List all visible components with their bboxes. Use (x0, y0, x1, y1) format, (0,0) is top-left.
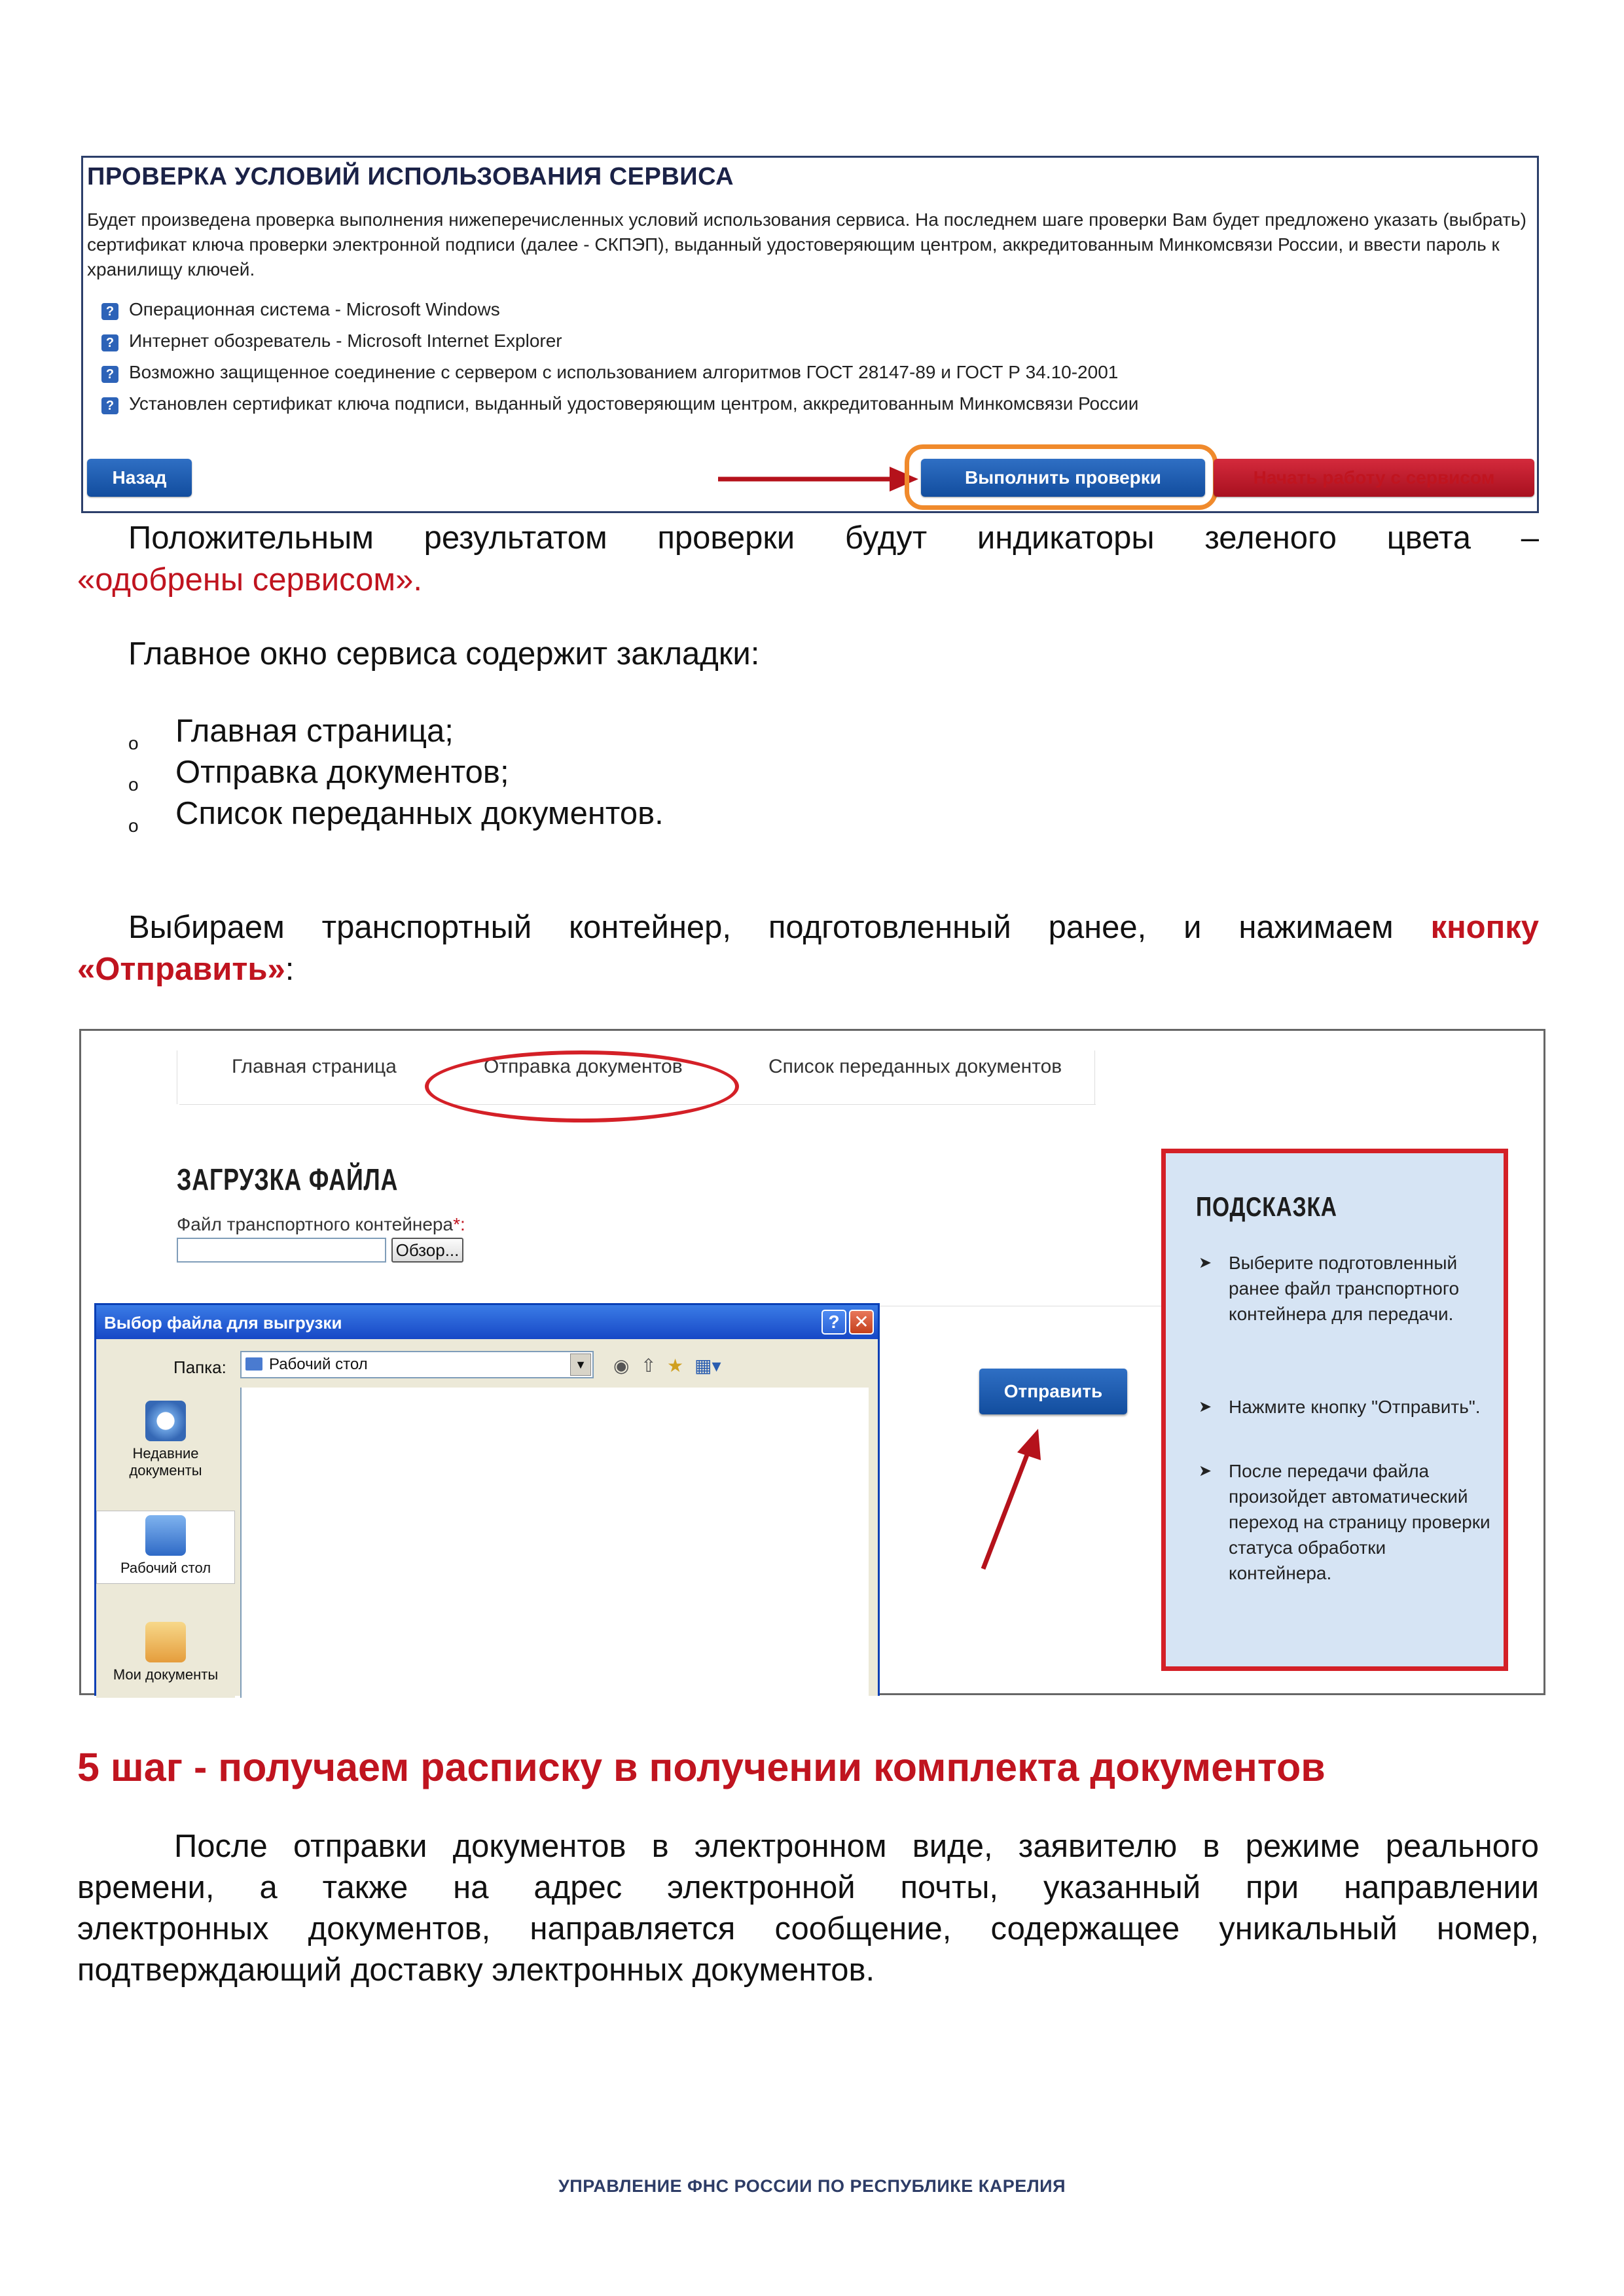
question-icon[interactable]: ? (101, 366, 118, 383)
question-icon[interactable]: ? (101, 303, 118, 320)
question-icon[interactable]: ? (101, 334, 118, 351)
tab-sent-documents-list[interactable]: Список переданных документов (768, 1056, 1062, 1077)
help-icon[interactable]: ? (821, 1310, 846, 1335)
back-icon[interactable]: ◉ (613, 1355, 630, 1376)
place-recent-documents[interactable]: Недавние документы (96, 1401, 235, 1479)
tabs-intro-text: Главное окно сервиса содержит закладки: (128, 636, 760, 672)
my-documents-icon (145, 1622, 186, 1662)
place-my-documents[interactable]: Мои документы (96, 1622, 235, 1683)
step5-paragraph-line: электронных документов, направляется сообщение, содержащее уникальный номер, (77, 1911, 1539, 1946)
desktop-icon (245, 1357, 262, 1371)
folder-label: Папка: (173, 1357, 226, 1377)
send-button[interactable]: Отправить (979, 1369, 1127, 1414)
step5-paragraph-line: подтверждающий доставку электронных документов. (77, 1952, 875, 1988)
page-footer: УПРАВЛЕНИЕ ФНС РОССИИ ПО РЕСПУБЛИКЕ КАРЕЛИЯ (558, 2176, 1066, 2196)
tab-main-page[interactable]: Главная страница (232, 1056, 397, 1077)
hint-title: ПОДСКАЗКА (1196, 1191, 1337, 1222)
browse-button[interactable]: Обзор... (391, 1238, 463, 1263)
close-icon[interactable]: ✕ (849, 1310, 874, 1335)
back-button[interactable]: Назад (87, 459, 192, 497)
new-folder-icon[interactable]: ★ (667, 1355, 684, 1376)
pointer-arrow-icon (718, 463, 921, 495)
result-text-line2: «одобрены сервисом». (77, 562, 422, 598)
folder-select[interactable]: Рабочий стол ▼ (240, 1351, 594, 1378)
select-container-text-line2: «Отправить»: (77, 952, 295, 987)
arrow-right-icon: ➤ (1199, 1254, 1212, 1272)
view-menu-icon[interactable]: ▦▾ (695, 1355, 721, 1376)
select-container-text-line1: Выбираем транспортный контейнер, подготовленный ранее, и нажимаем кнопку (128, 910, 1539, 945)
file-field-label: Файл транспортного контейнера*: (177, 1214, 465, 1234)
up-folder-icon[interactable]: ⇧ (641, 1355, 657, 1376)
chevron-down-icon[interactable]: ▼ (570, 1354, 591, 1376)
recent-documents-icon (145, 1401, 186, 1441)
tab-send-documents[interactable]: Отправка документов (484, 1056, 683, 1077)
step5-paragraph-line: времени, а также на адрес электронной почты, указанный при направлении (77, 1870, 1539, 1905)
start-service-button[interactable]: Начать работу с сервисом (1214, 459, 1534, 497)
upload-title: ЗАГРУЗКА ФАЙЛА (177, 1162, 399, 1196)
dialog-titlebar (96, 1305, 878, 1339)
file-upload-screenshot (79, 1029, 1545, 1695)
place-desktop[interactable]: Рабочий стол (96, 1511, 235, 1584)
check-panel-title: ПРОВЕРКА УСЛОВИЙ ИСПОЛЬЗОВАНИЯ СЕРВИСА (87, 163, 734, 190)
tab-highlight (425, 1050, 739, 1122)
dialog-title: Выбор файла для выгрузки (104, 1313, 342, 1333)
arrow-right-icon: ➤ (1199, 1462, 1212, 1480)
arrow-right-icon: ➤ (1199, 1398, 1212, 1416)
check-panel-description: Будет произведена проверка выполнения нижеперечисленных условий использования сервиса. На последнем шаге проверки Вам будет предложено указать (выбрать) сертификат ключа проверки электронной подписи (далее - СКПЭП), выданный удостоверяющим центром, аккредитованным Минкомсвязи России, и ввести пароль к хранилищу ключей. (87, 209, 1526, 279)
run-checks-button[interactable]: Выполнить проверки (921, 459, 1205, 497)
pointer-arrow-icon (975, 1424, 1047, 1574)
result-text-line1: Положительным результатом проверки будут индикаторы зеленого цвета – (128, 520, 1539, 556)
file-select-dialog (94, 1303, 880, 1696)
hint-panel: ПОДСКАЗКА ➤ Выберите подготовленный ранее файл транспортного контейнера для передачи. ➤ Нажмите кнопку "Отправить". ➤ После передачи файла произойдет автоматический переход на страницу проверки статуса обработки контейнера. (1161, 1149, 1508, 1671)
desktop-icon (145, 1515, 186, 1556)
check-conditions-screenshot: ПРОВЕРКА УСЛОВИЙ ИСПОЛЬЗОВАНИЯ СЕРВИСА Будет произведена проверка выполнения нижеперечисленных условий использования сервиса. На последнем шаге проверки Вам будет предложено указать (выбрать) сертификат ключа проверки электронной подписи (далее - СКПЭП), выданный удостоверяющим центром, аккредитованным Минкомсвязи России, и ввести пароль к хранилищу ключей. ? Операционная система - Microsoft Windows ? Интернет обозреватель - Microsoft Internet Explorer ? Возможно защищенное соединение с сервером с использованием алгоритмов ГОСТ 28147-89 и ГОСТ Р 34.10-2001 ? Установлен сертификат ключа подписи, выданный удостоверяющим центром, аккредитованным Минкомсвязи России Назад Выполнить проверки Начать работу с сервисом (81, 156, 1539, 513)
file-path-input[interactable] (177, 1238, 386, 1263)
places-bar (96, 1388, 235, 1698)
file-list[interactable] (240, 1388, 869, 1698)
step-heading: 5 шаг - получаем расписку в получении комплекта документов (77, 1745, 1326, 1789)
question-icon[interactable]: ? (101, 397, 118, 414)
step5-paragraph-line: После отправки документов в электронном виде, заявителю в режиме реального (174, 1829, 1539, 1864)
